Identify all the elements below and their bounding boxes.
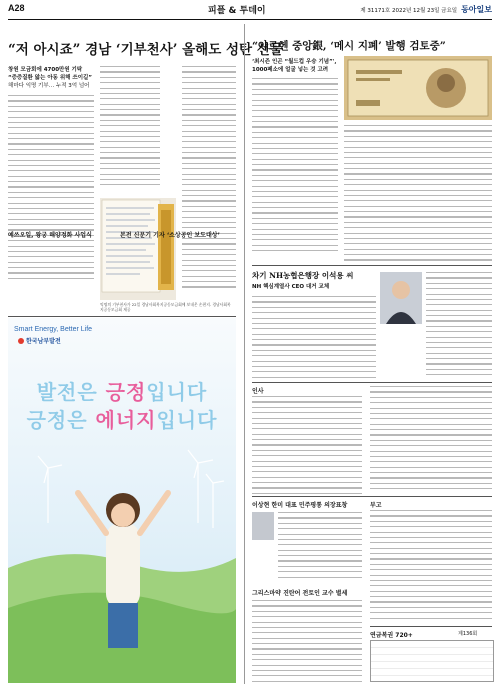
obit2-body — [252, 600, 362, 682]
angel-body-col3 — [182, 66, 236, 296]
nh-portrait-photo — [380, 272, 422, 324]
nh-headline: 차기 NH농협은행장 이석용 씨 — [252, 271, 354, 280]
column-divider — [244, 24, 245, 684]
angel-body-col2 — [100, 66, 160, 196]
nh-body-col2 — [426, 272, 492, 380]
lottery-table — [370, 640, 494, 682]
angel-caption-text: 익명의 기부천사가 22일 경남사회복지공동모금회에 보내온 손편지. — [100, 302, 212, 307]
portrait-image — [380, 272, 422, 324]
lottery-top-rule — [370, 626, 492, 627]
messi-body-col1 — [252, 78, 338, 262]
angel-body-col1 — [8, 95, 94, 295]
people-list-col1 — [252, 396, 362, 494]
energy-advertisement[interactable] — [8, 318, 236, 683]
angel-headline: “저 아시죠” 경남 ‘기부천사’ 올해도 성탄 선물 — [8, 42, 283, 58]
ad-line1-highlight: 긍정 — [105, 380, 147, 404]
ad-brand-en: Smart Energy, Better Life — [14, 326, 93, 333]
messi-headline: “아르헨 중앙銀, ‘메시 지폐’ 발행 검토중” — [252, 40, 446, 52]
section-title: 피플 & 투데이 — [208, 6, 266, 16]
ad-line2-highlight: 에너지 — [95, 408, 157, 432]
angel-bottom-rule — [8, 316, 236, 317]
people-section-label: 인사 — [252, 388, 264, 395]
ad-line1-post: 입니다 — [146, 380, 208, 404]
ad-brand-ko-text: 한국남부발전 — [26, 338, 61, 345]
handwritten-letter-photo — [100, 198, 176, 300]
ad-line2-pre: 긍정은 — [26, 408, 96, 432]
page-header — [8, 3, 492, 20]
bugo-section-label: 부고 — [370, 502, 382, 509]
bugo-list — [370, 510, 492, 622]
exorcist-headline: 예쓰오일, 왕궁 해양정화 사업식 — [8, 232, 92, 239]
messi-subhead-2: 1000페소에 얼굴 넣는 것 고려 — [252, 67, 329, 73]
masthead-info — [360, 4, 492, 15]
lottery-title: 연금복권 720+ — [370, 632, 413, 639]
obit1-portrait — [252, 512, 274, 540]
people-list-col2 — [370, 386, 492, 494]
angel-photo-caption — [100, 302, 234, 312]
ad-illustration — [8, 318, 236, 683]
messi-body-col2 — [344, 125, 492, 265]
messi-banknote-photo — [344, 56, 492, 120]
messi-subhead-1: ‘최시즌 인곤 “월드컵 우승 기념”', — [252, 59, 337, 65]
banknote-image — [344, 56, 492, 120]
obit2-headline: 그리스마약 진탄어 전토인 교수 별세 — [252, 590, 348, 597]
angel-caption-credit: 경남사회복지공동모금회 제공 — [100, 302, 231, 312]
angel-subhead-1: 창원 모금회에 4700만원 기탁 — [8, 67, 83, 73]
nh-body — [252, 296, 376, 382]
paper-name: 동아일보 — [461, 5, 492, 14]
people-top-rule — [252, 382, 492, 383]
ad-line1-pre: 발전은 — [36, 380, 106, 404]
obit1-body — [278, 512, 362, 582]
nh-subhead: NH 핵심계열사 CEO 대거 교체 — [252, 284, 330, 290]
letter-image — [100, 198, 176, 300]
messi-bottom-rule — [252, 265, 492, 266]
obit-top-rule — [252, 496, 492, 497]
page-number: A28 — [8, 3, 25, 13]
reporter-headline: 본전 신문기 기자 ‘소상공인 보도대상’ — [120, 232, 220, 239]
ad-line2-post: 입니다 — [156, 408, 218, 432]
issue-info: 제 31171호 2022년 12월 23일 금요일 — [360, 8, 458, 14]
obit1-headline: 이상현 한미 대표 민주평통 의장표창 — [252, 502, 348, 509]
angel-subhead-2: “증증질환 앓는 아동 위해 쓰이길” — [8, 75, 92, 81]
lottery-round: 제136회 — [458, 631, 478, 637]
angel-subhead-3: 해마다 익명 기부… 누적 3억 넘어 — [8, 83, 90, 89]
